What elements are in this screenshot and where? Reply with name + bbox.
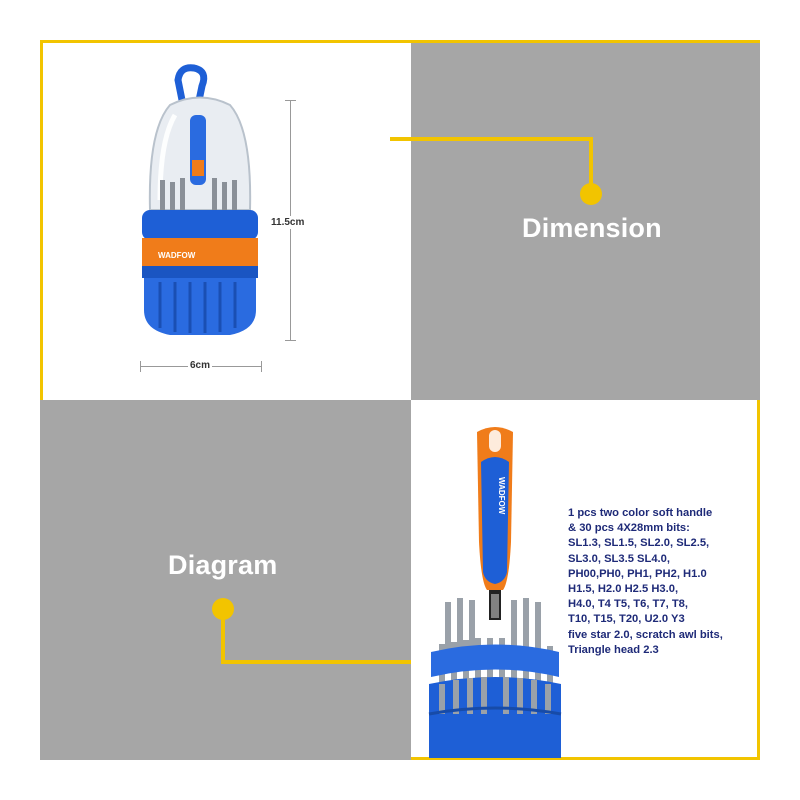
frame-top-line — [40, 40, 760, 43]
frame-left-line — [40, 40, 43, 400]
brand-logo-small: WADFOW — [158, 251, 196, 260]
diagram-connector-h — [221, 660, 411, 664]
height-dimension-cap-top — [285, 100, 296, 101]
spec-line: Triangle head 2.3 — [568, 643, 659, 656]
spec-line: & 30 pcs 4X28mm bits: — [568, 522, 690, 535]
spec-line: SL3.0, SL3.5 SL4.0, — [568, 552, 670, 565]
width-dimension-cap-left — [140, 361, 141, 372]
spec-line: 1 pcs two color soft handle — [568, 507, 713, 519]
diagram-connector-v — [221, 609, 225, 664]
height-dimension-label: 11.5cm — [271, 217, 305, 228]
spec-line: H4.0, T4 T5, T6, T7, T8, — [568, 598, 688, 611]
width-dimension-cap-right — [261, 361, 262, 372]
bit-specification-text — [568, 506, 778, 658]
spec-line: SL1.3, SL1.5, SL2.0, SL2.5, — [568, 537, 710, 550]
dimension-connector-h — [390, 137, 593, 141]
brand-logo-handle: WADFOW — [497, 477, 506, 515]
dimension-title: Dimension — [522, 213, 662, 243]
height-dimension-cap-bottom — [285, 340, 296, 341]
spec-line: T10, T15, T20, U2.0 Y3 — [568, 613, 685, 626]
screwdriver-set-closed-image — [130, 60, 270, 355]
spec-line: PH00,PH0, PH1, PH2, H1.0 — [568, 567, 707, 580]
spec-line: H1.5, H2.0 H2.5 H3.0, — [568, 583, 679, 596]
dimension-connector-dot — [580, 183, 602, 205]
spec-line: five star 2.0, scratch awl bits, — [568, 628, 723, 641]
diagram-title: Diagram — [168, 550, 278, 580]
width-dimension-label: 6cm — [190, 360, 211, 371]
screwdriver-set-open-image — [425, 422, 565, 758]
